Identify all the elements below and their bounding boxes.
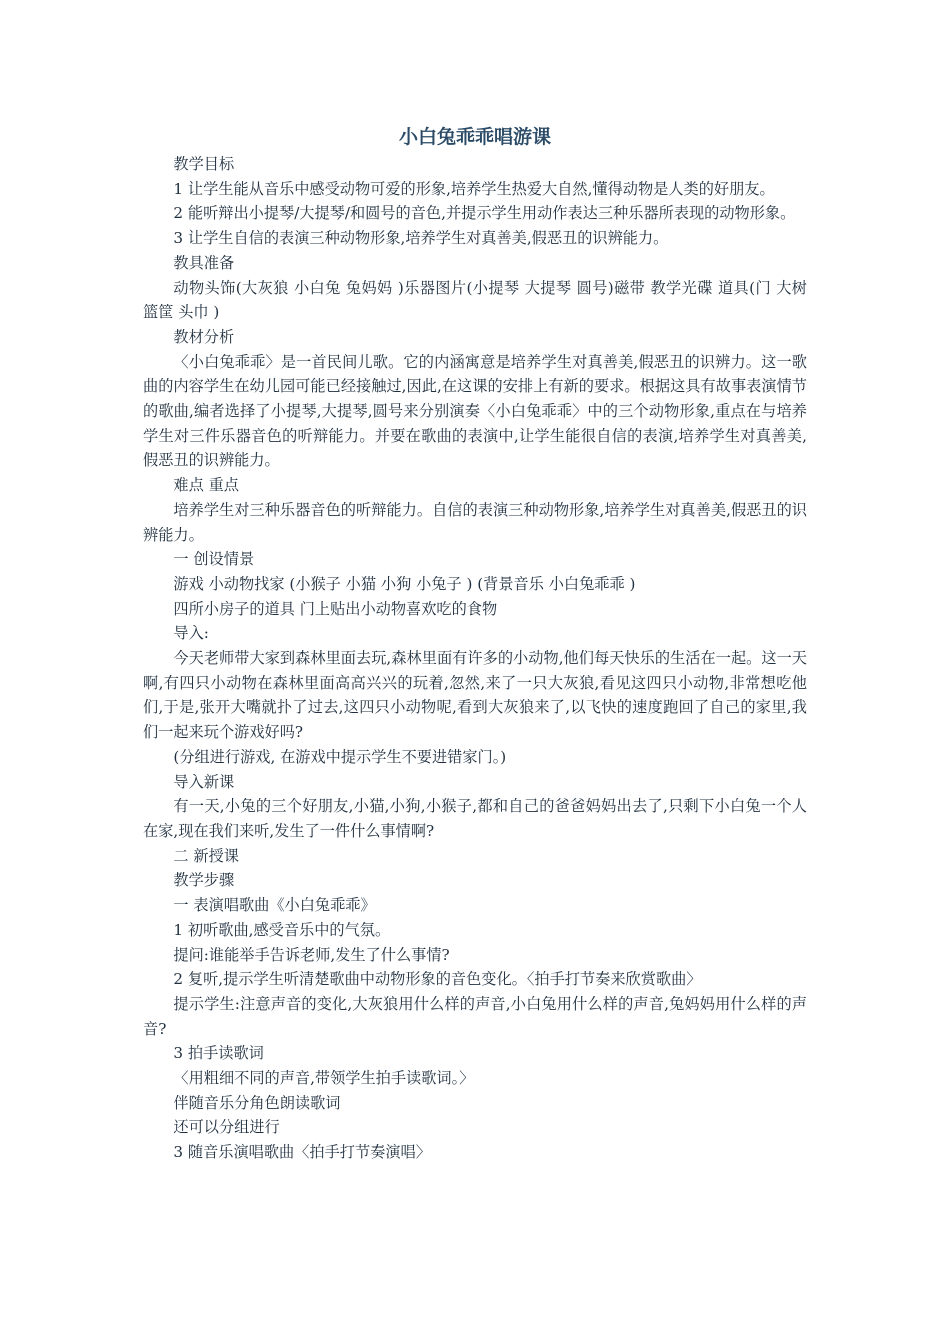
paragraph: 四所小房子的道具 门上贴出小动物喜欢吃的食物 bbox=[173, 599, 498, 618]
document-page bbox=[143, 122, 807, 1165]
paragraph: 教学目标 bbox=[173, 155, 235, 173]
document-title: 小白兔乖乖唱游课 bbox=[398, 126, 551, 148]
paragraph: 〈小白兔乖乖〉是一首民间儿歌。它的内涵寓意是培养学生对真善美,假恶丑的识辨力。这一歌曲的内容学生在幼儿园可能已经接触过,因此,在这课的安排上有新的要求。根据这具有故事表演情节的歌曲,编者选择了小提琴,大提琴,圆号来分别演奏〈小白兔乖乖〉中的三个动物形象,重点在与培养学生对三件乐器音色的听辩能力。并要在歌曲的表演中,让学生能很自信的表演,培养学生对真善美,假恶丑的识辨能力。 bbox=[143, 352, 807, 470]
paragraph: 提问:谁能举手告诉老师,发生了什么事情? bbox=[173, 945, 450, 964]
paragraph: 一 创设情景 bbox=[173, 550, 255, 569]
paragraph: 动物头饰(大灰狼 小白兔 兔妈妈 )乐器图片(小提琴 大提琴 圆号)磁带 教学光碟 道具(门 大树 篮筐 头巾 ) bbox=[143, 278, 807, 322]
paragraph: 二 新授课 bbox=[173, 846, 239, 865]
paragraph: 还可以分组进行 bbox=[173, 1118, 280, 1137]
paragraph: 2 能听辩出小提琴/大提琴/和圆号的音色,并提示学生用动作表达三种乐器所表现的动物形象。 bbox=[173, 204, 796, 223]
paragraph: 导入: bbox=[173, 624, 209, 643]
paragraph: 伴随音乐分角色朗读歌词 bbox=[173, 1093, 341, 1112]
paragraph: 一 表演唱歌曲《小白兔乖乖》 bbox=[173, 896, 376, 915]
paragraph: 3 让学生自信的表演三种动物形象,培养学生对真善美,假恶丑的识辨能力。 bbox=[173, 229, 669, 248]
paragraph: 2 复听,提示学生听清楚歌曲中动物形象的音色变化。〈拍手打节奏来欣赏歌曲〉 bbox=[173, 970, 702, 989]
paragraph: 今天老师带大家到森林里面去玩,森林里面有许多的小动物,他们每天快乐的生活在一起。这一天啊,有四只小动物在森林里面高高兴兴的玩着,忽然,来了一只大灰狼,看见这四只小动物,非常想吃他们,于是,张开大嘴就扑了过去,这四只小动物呢,看到大灰狼来了,以飞快的速度跑回了自己的家里,我们一起来玩个游戏好吗? bbox=[143, 649, 807, 742]
paragraph: 1 让学生能从音乐中感受动物可爱的形象,培养学生热爱大自然,懂得动物是人类的好朋友。 bbox=[173, 179, 775, 198]
paragraph: 1 初听歌曲,感受音乐中的气氛。 bbox=[173, 920, 391, 939]
paragraph: 难点 重点 bbox=[173, 476, 239, 495]
paragraph: 〈用粗细不同的声音,带领学生拍手读歌词。〉 bbox=[173, 1069, 475, 1088]
paragraph: 游戏 小动物找家 (小猴子 小猫 小狗 小兔子 ) (背景音乐 小白兔乖乖 ) bbox=[173, 574, 636, 593]
paragraph: 教具准备 bbox=[173, 253, 235, 272]
paragraph: 教学步骤 bbox=[173, 871, 235, 890]
paragraph: 提示学生:注意声音的变化,大灰狼用什么样的声音,小白兔用什么样的声音,兔妈妈用什么样的声音? bbox=[143, 994, 807, 1038]
paragraph: 3 拍手读歌词 bbox=[173, 1044, 264, 1063]
paragraph: 教材分析 bbox=[173, 327, 235, 346]
paragraph: 有一天,小兔的三个好朋友,小猫,小狗,小猴子,都和自己的爸爸妈妈出去了,只剩下小白兔一个人在家,现在我们来听,发生了一件什么事情啊? bbox=[143, 797, 807, 840]
paragraph: 3 随音乐演唱歌曲〈拍手打节奏演唱〉 bbox=[173, 1143, 431, 1162]
paragraph: (分组进行游戏, 在游戏中提示学生不要进错家门。) bbox=[173, 747, 507, 766]
paragraph: 导入新课 bbox=[173, 772, 235, 791]
paragraph: 培养学生对三种乐器音色的听辩能力。自信的表演三种动物形象,培养学生对真善美,假恶丑的识辨能力。 bbox=[143, 500, 807, 544]
